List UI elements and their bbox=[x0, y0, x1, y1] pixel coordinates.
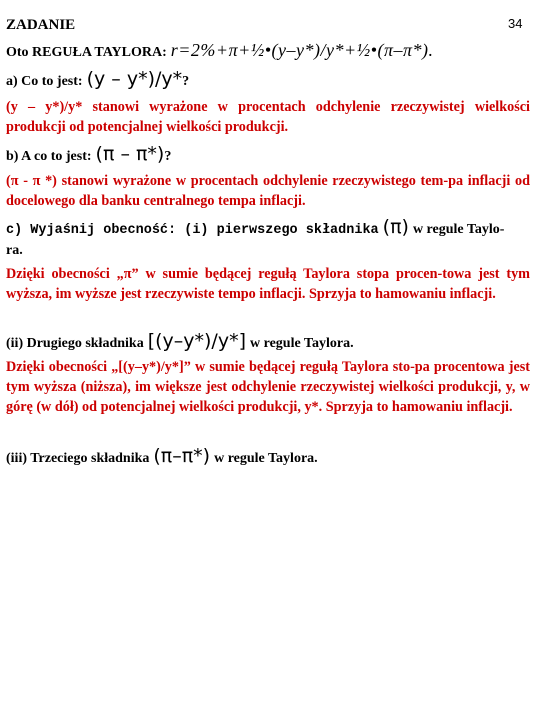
question-c-label: c) Wyjaśnij obecność: (i) pierwszego składnika bbox=[6, 223, 379, 238]
answer-a: (y – y*)/y* stanowi wyrażone w procentach odchylenie rzeczywistej wielkości produkcji od potencjalnej wielkości produkcji. bbox=[6, 99, 530, 135]
question-a-mark: ? bbox=[182, 74, 190, 89]
answer-c: Dzięki obecności „π” w sumie będącej regułą Taylora stopa procen-towa jest tym wyższa, im wyższe jest rzeczywiste tempo inflacji. Sprzyja to hamowaniu inflacji. bbox=[6, 266, 530, 302]
task-title: ZADANIE bbox=[6, 17, 76, 33]
question-b-label: b) A co to jest: bbox=[6, 149, 92, 164]
question-a-label: a) Co to jest: bbox=[6, 74, 83, 89]
question-c-continuation: ra. bbox=[6, 243, 23, 258]
question-iii-expr: (π–π*) bbox=[153, 445, 211, 467]
question-c-label-after: w regule Taylo- bbox=[412, 222, 505, 237]
question-iii bbox=[6, 445, 318, 467]
taylor-rule-line bbox=[6, 40, 433, 61]
question-b-expr: (π – π*) bbox=[95, 143, 165, 165]
question-a-expr: (y – y*)/y* bbox=[86, 68, 183, 90]
question-b bbox=[6, 143, 171, 165]
answer-ii: Dzięki obecności „[(y–y*)/y*]” w sumie będącej regułą Taylora sto-pa procentowa jest tym wyższa (niższa), im większe jest odchylenie rzeczywistej wielkości produkcji, y, w górę (w dół) od potencjalnej wielkości produkcji, y*. Sprzyja to hamowaniu inflacji. bbox=[6, 359, 530, 415]
question-a bbox=[6, 68, 189, 90]
question-b-mark: ? bbox=[164, 149, 172, 164]
question-ii-label: (ii) Drugiego składnika bbox=[6, 336, 144, 351]
question-ii-label-after: w regule Taylora. bbox=[250, 336, 354, 351]
question-c bbox=[6, 216, 504, 238]
rule-label: Oto REGUŁA TAYLORA: bbox=[6, 45, 167, 60]
question-c-expr: (π) bbox=[382, 216, 409, 238]
rule-formula: r=2%+π+½•(y–y*)/y*+½•(π–π*). bbox=[170, 40, 434, 60]
answer-b: (π - π *) stanowi wyrażone w procentach odchylenie rzeczywistego tem-pa inflacji od docelowego dla banku centralnego tempa inflacji. bbox=[6, 173, 530, 209]
question-iii-label: (iii) Trzeciego składnika bbox=[6, 451, 150, 466]
question-ii bbox=[6, 330, 354, 352]
page-number: 34 bbox=[508, 16, 523, 31]
question-iii-label-after: w regule Taylora. bbox=[214, 451, 318, 466]
question-ii-expr: [(y–y*)/y*] bbox=[147, 330, 246, 352]
